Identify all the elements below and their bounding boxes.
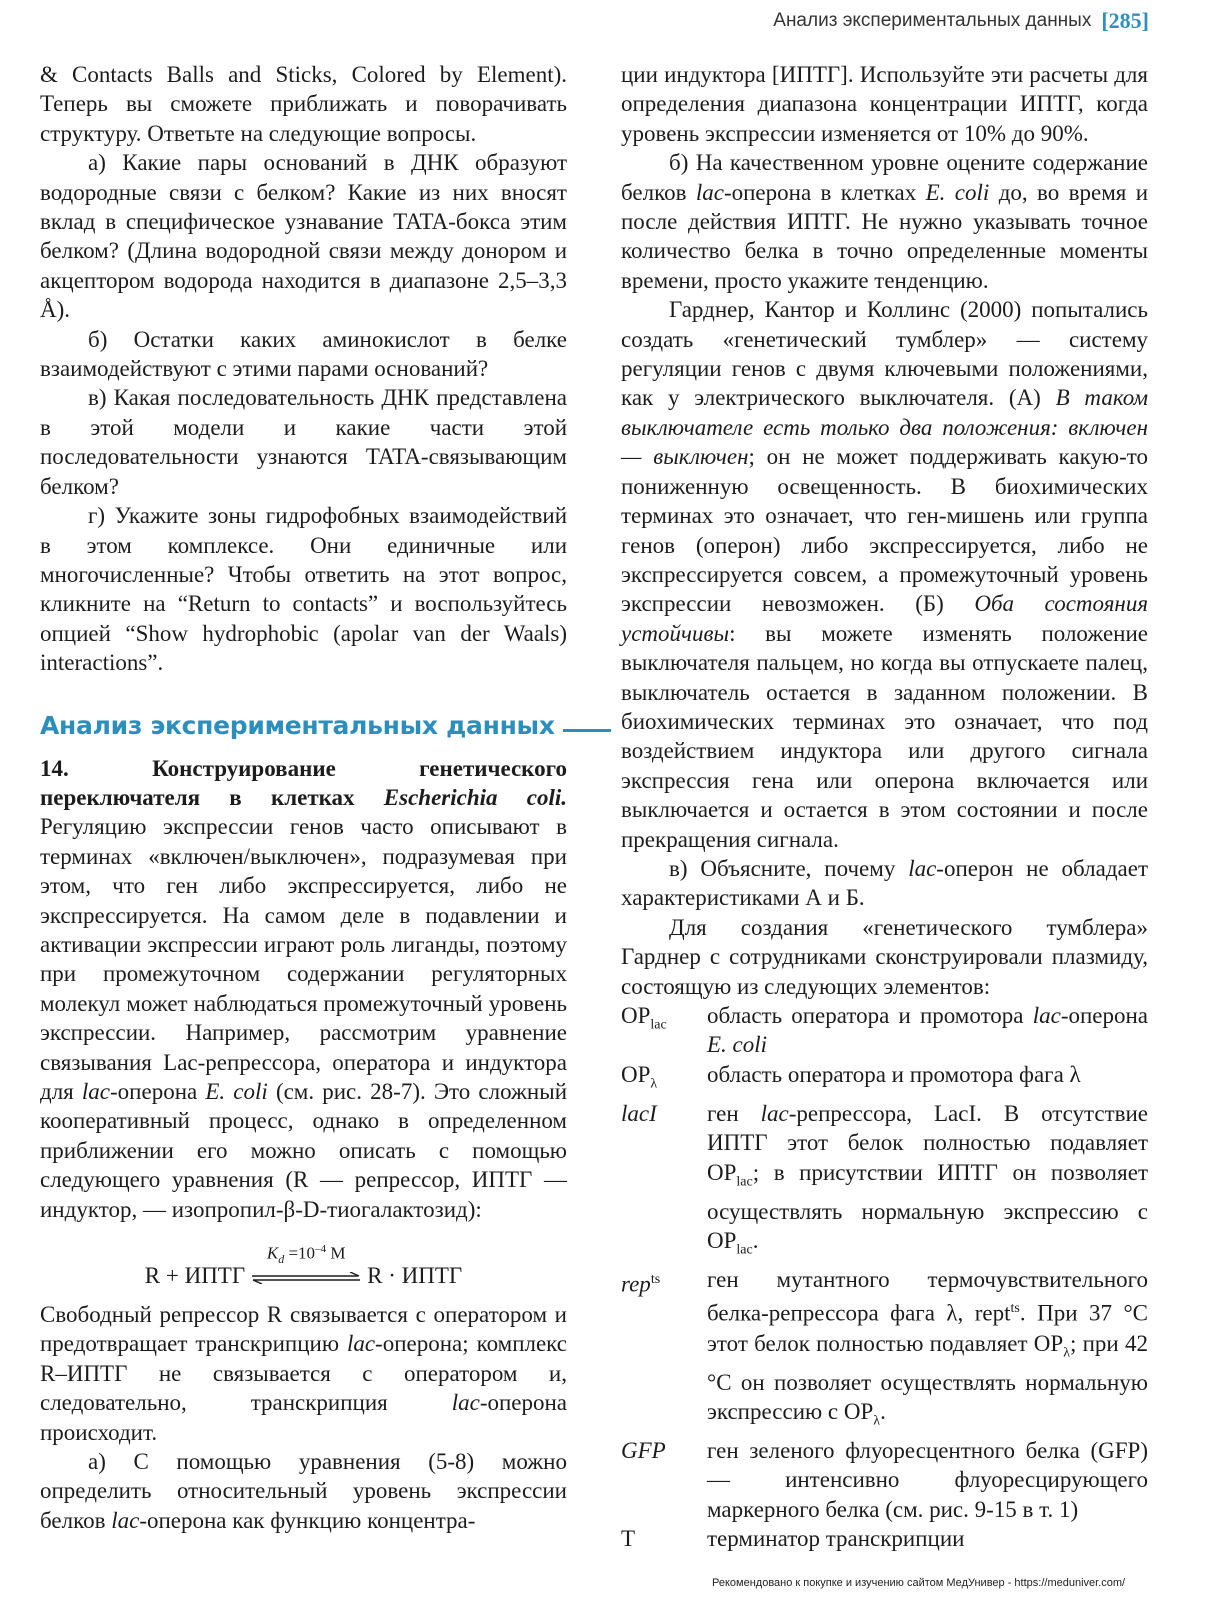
list-item xyxy=(621,1524,1148,1553)
section-heading: Анализ экспериментальных данных xyxy=(40,710,567,742)
element-description: ген lac-репрессора, LacI. В отсутствие ИПТГ этот белок полностью подавляет $OP_{lac}$; в присутствии ИПТГ он позволяет осуществлять нормальную экспрессию с $OP_{lac}$. xyxy=(707,1100,1149,1258)
element-description: ген мутантного термочувствительного белка-репрессора фага λ, rept$^{ts}$. При 37 °C этот белок полностью подавляет $OP_\lambda$; при 42 °C он позволяет осуществлять нормальную экспрессию с $OP_\lambda$. xyxy=(707,1267,1148,1429)
running-header xyxy=(773,4,1149,38)
element-description: область оператора и промотора lac-оперона E. coli xyxy=(707,1003,1149,1058)
page-number: [285] xyxy=(1101,8,1149,33)
kd-label: $K_d =10^{-4}$ М xyxy=(266,1242,346,1267)
paragraph: ции индуктора [ИПТГ]. Используйте эти расчеты для определения диапазона концентрации ИПТГ, когда уровень экспрессии изменяется от 10% до 90%. xyxy=(621,62,1148,146)
equation-left: R + ИПТГ xyxy=(144,1262,246,1288)
element-description: область оператора и промотора фага λ xyxy=(707,1061,1081,1087)
element-symbol: lacI xyxy=(621,1100,657,1126)
paragraph: & Contacts Balls and Sticks, Colored by Element). Теперь вы сможете приближать и поворачивать структуру. Ответьте на следующие вопросы. xyxy=(40,62,567,146)
heading-rule xyxy=(563,729,611,732)
element-symbol: rep$^{ts}$ xyxy=(621,1271,661,1297)
equation-right: R · ИПТГ xyxy=(367,1262,463,1288)
element-symbol: GFP xyxy=(621,1437,666,1463)
list-item xyxy=(621,1436,1148,1524)
question-d: г) Укажите зоны гидрофобных взаимодействий в этом комплексе. Они единичные или многочисленные? Чтобы ответить на этот вопрос, кликните на “Return to contacts” и воспользуйтесь опцией “Show hydrophobic (apolar van der Waals) interactions”. xyxy=(40,503,567,676)
plasmid-paragraph: Для создания «генетического тумблера» Гарднер с сотрудниками сконструировали плазмиду, состоящую из следующих элементов: xyxy=(621,914,1148,999)
list-item xyxy=(621,1060,1148,1099)
list-item xyxy=(621,1099,1148,1265)
element-description: ген зеленого флуоресцентного белка (GFP) — интенсивно флуоресцирующего маркерного белка (см. рис. 9-15 в т. 1) xyxy=(707,1437,1148,1522)
equilibrium-arrows-icon xyxy=(250,1272,362,1284)
element-symbol: T xyxy=(621,1526,636,1552)
element-symbol: $OP_{lac}$ xyxy=(621,1003,667,1033)
equilibrium-arrow xyxy=(247,1240,365,1290)
element-symbol: $OP_\lambda$ xyxy=(621,1061,658,1092)
element-description: терминатор транскрипции xyxy=(707,1526,965,1552)
plasmid-elements-list xyxy=(621,1001,1148,1554)
paragraph: Свободный репрессор R связывается с оператором и предотвращает транскрипцию lac-оперона; комплекс R–ИПТГ не связывается с оператором и, следовательно, транскрипция lac-оперона происходит. xyxy=(40,1302,568,1445)
right-column xyxy=(621,60,1148,1554)
question-a: а) С помощью уравнения (5-8) можно определить относительный уровень экспрессии белков lac-оперона как функцию концентра- xyxy=(40,1449,567,1533)
problem-14-paragraph: 14. Конструирование генетического переключателя в клетках Escherichia coli. Регуляцию экспрессии генов часто описывают в терминах «включен/выключен», подразумевая при этом, что ген либо экспрессируется, либо не экспрессируется. На самом деле в подавлении и активации экспрессии играют роль лиганды, поэтому при промежуточном содержании регуляторных молекул может наблюдаться промежуточный уровень экспрессии. Например, рассмотрим уравнение связывания Lac-репрессора, оператора и индуктора для lac-оперона E. coli (см. рис. 28-7). Это сложный кооперативный процесс, однако в определенном приближении его можно описать с помощью следующего уравнения (R — репрессор, ИПТГ — индуктор, — изопропил-β-D-тиогалактозид): xyxy=(40,755,568,1222)
question-c: в) Объясните, почему lac-оперон не обладает характеристиками А и Б. xyxy=(621,855,1148,911)
list-item xyxy=(621,1001,1148,1060)
list-item xyxy=(621,1265,1148,1436)
gardner-paragraph: Гарднер, Кантор и Коллинс (2000) попытались создать «генетический тумблер» — систему регуляции генов с двумя ключевыми положениями, как у электрического выключателя. (А) В таком выключателе есть только два положения: включен — выключен; он не может поддерживать какую-то пониженную освещенность. В биохимических терминах это означает, что ген-мишень или группа генов (оперон) либо экспрессируется, либо не экспрессируется совсем, а промежуточный уровень экспрессии невозможен. (Б) Оба состояния устойчивы: вы можете изменять положение выключателя пальцем, но когда вы отпускаете палец, выключатель остается в заданном положении. В биохимических терминах это означает, что под воздействием индуктора или другого сигнала экспрессия гена или оперона включается или выключается и остается в этом состоянии и после прекращения сигнала. xyxy=(621,297,1149,852)
question-b: б) Остатки каких аминокислот в белке взаимодействуют с этими парами оснований? xyxy=(40,326,567,382)
running-title: Анализ экспериментальных данных xyxy=(773,10,1092,31)
question-c: в) Какая последовательность ДНК представлена в этой модели и какие части этой последовательности узнаются TATA-связывающим белком? xyxy=(40,385,567,499)
question-b: б) На качественном уровне оцените содержание белков lac-оперона в клетках E. coli до, во время и после действия ИПТГ. Не нужно указывать точное количество белка в точно определенные моменты времени, просто укажите тенденцию. xyxy=(621,150,1149,293)
binding-equation xyxy=(40,1230,567,1290)
problem-title: 14. Конструирование генетического переключателя в клетках Escherichia coli. xyxy=(40,755,567,810)
left-column xyxy=(40,60,567,1535)
footer-watermark: Рекомендовано к покупке и изучению сайтом МедУнивер - https://meduniver.com/ xyxy=(712,1577,1126,1589)
question-a: а) Какие пары оснований в ДНК образуют водородные связи с белком? Какие из них вносят вклад в специфическое узнавание TATA-бокса этим белком? (Длина водородной связи между донором и акцептором водорода находится в диапазоне 2,5–3,3 Å). xyxy=(40,150,567,323)
